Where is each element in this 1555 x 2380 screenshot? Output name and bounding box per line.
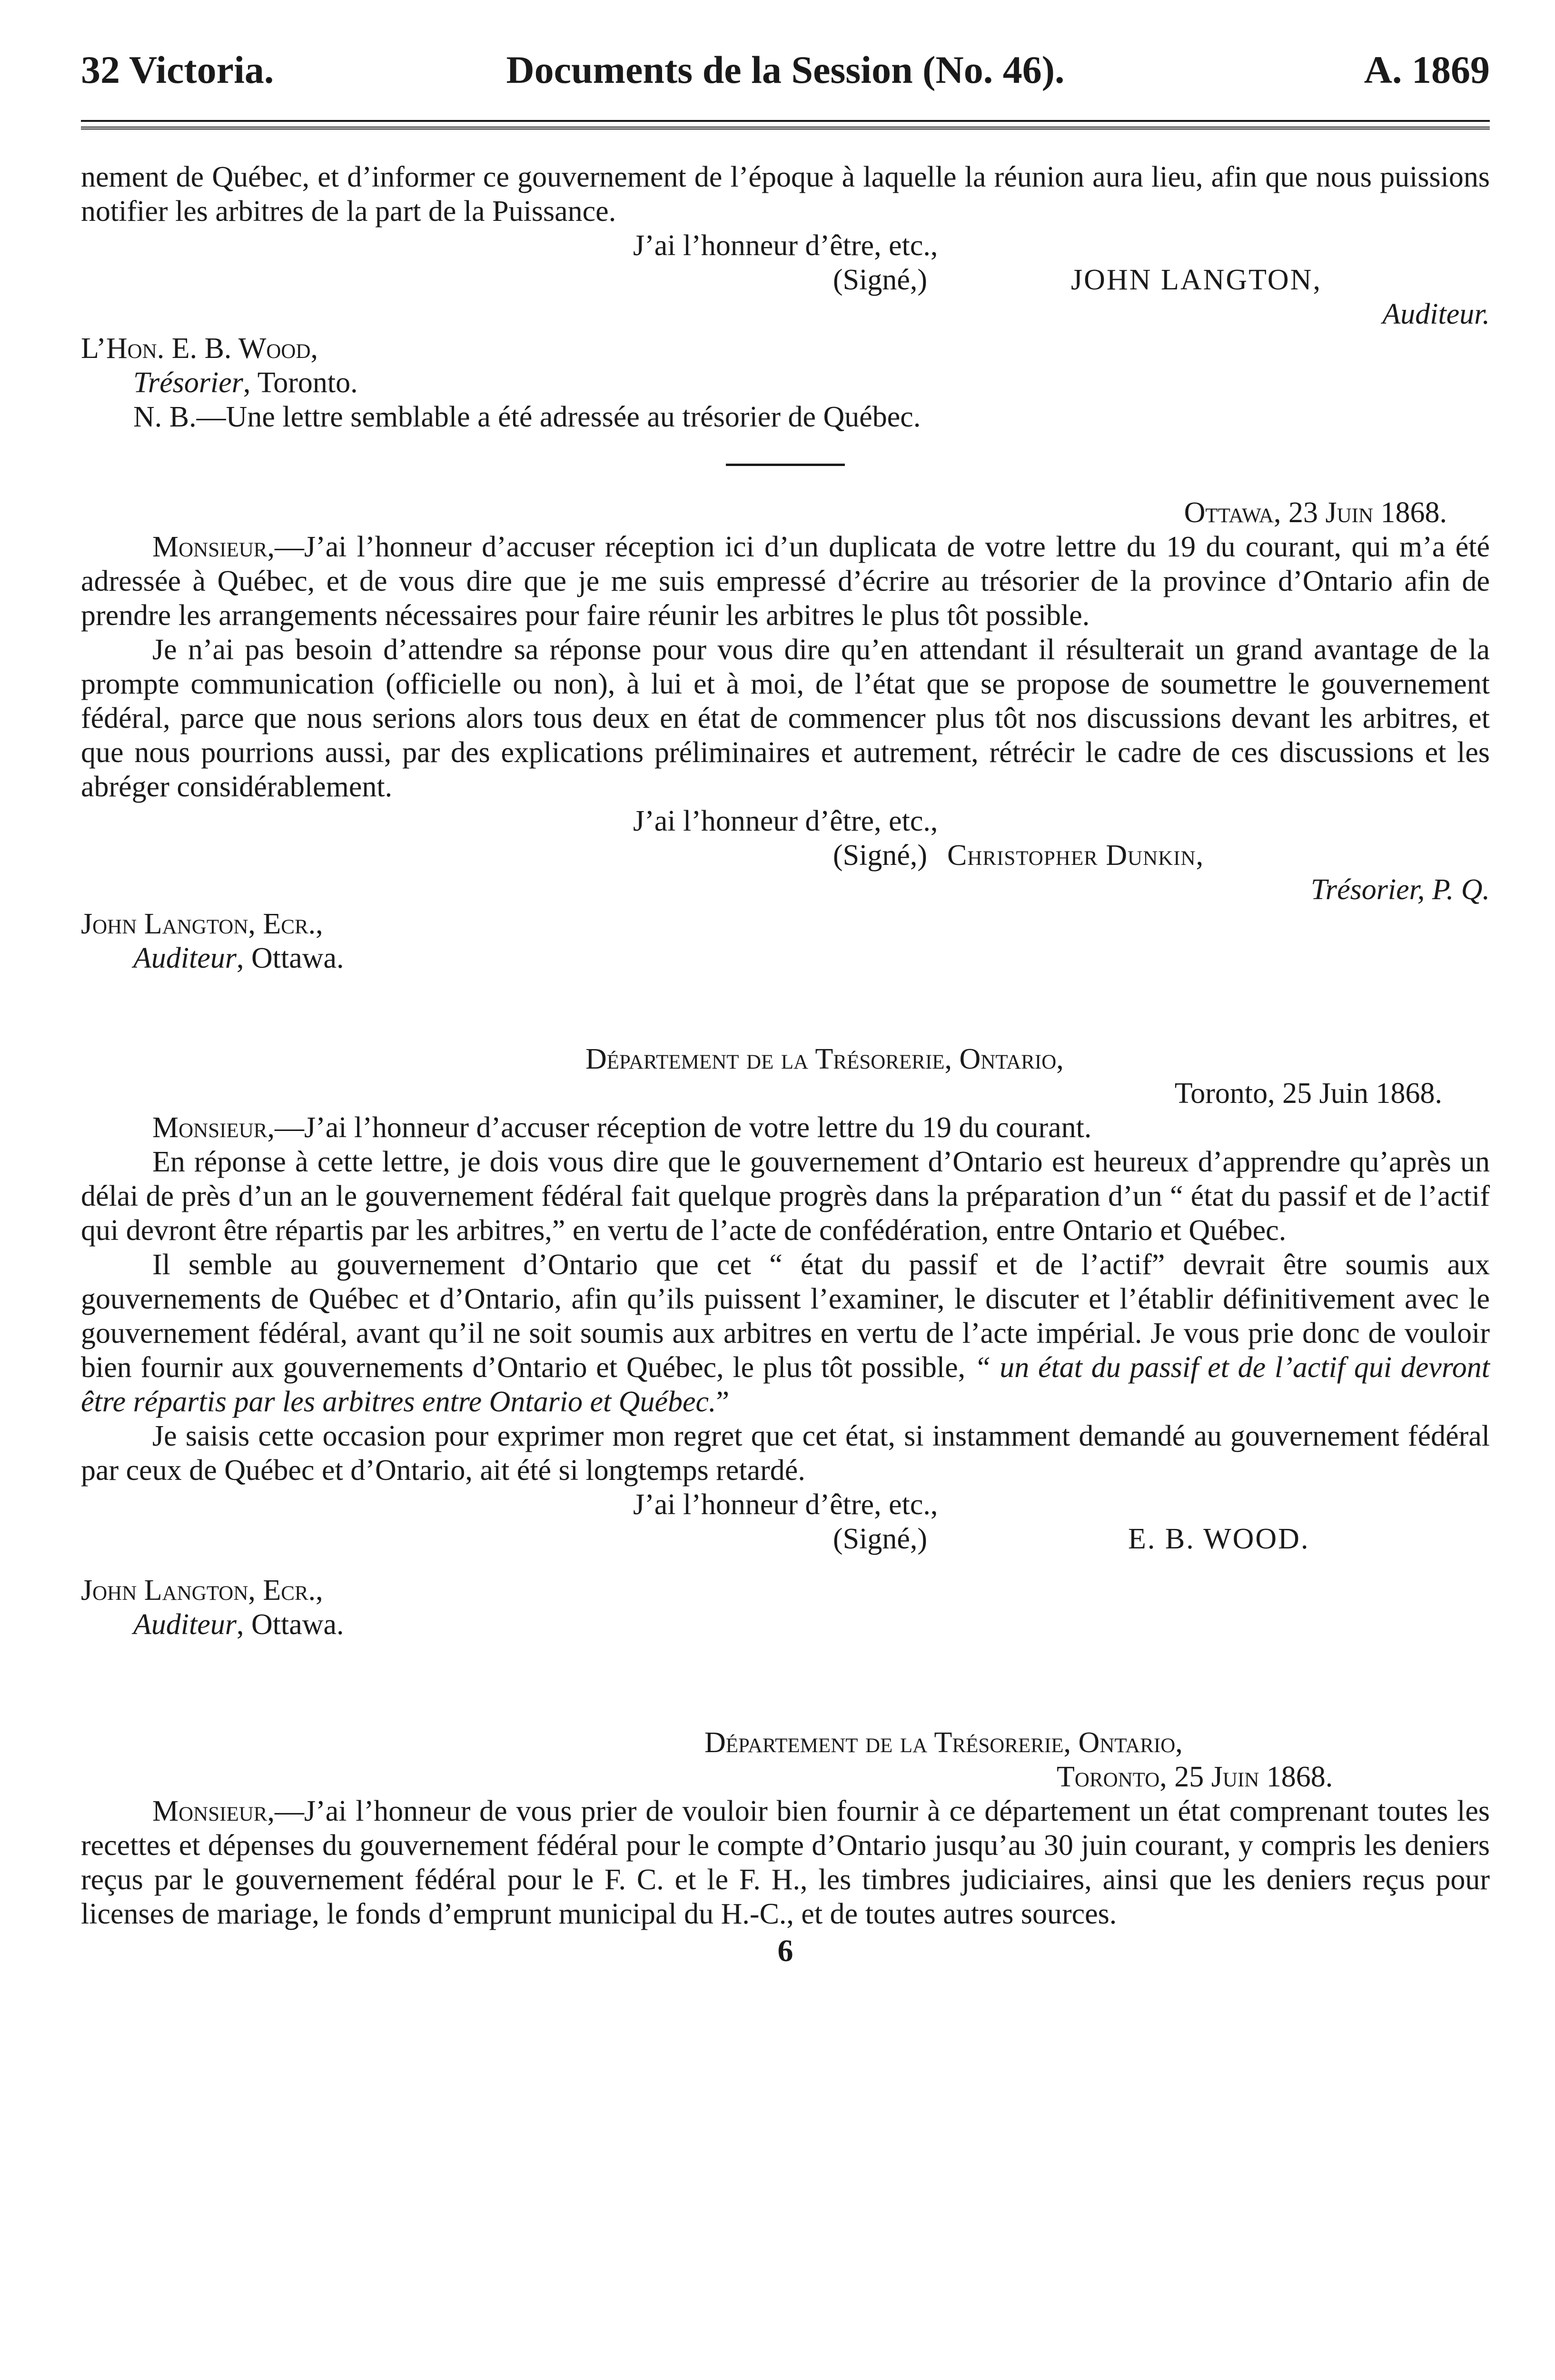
letter-langton-continued xyxy=(81,160,1490,434)
letter-paragraph xyxy=(81,1794,1490,1931)
addressee-title: Auditeur xyxy=(133,1608,237,1641)
closing-quote: ” xyxy=(716,1386,730,1418)
addressee-title-line xyxy=(81,941,1490,975)
letter-wood-reply xyxy=(81,1042,1490,1642)
dateline: Toronto, 25 Juin 1868. xyxy=(1057,1761,1333,1793)
paragraph-text: —J’ai l’honneur de vous prier de vouloir bien fournir à ce département un état comprenant toutes les recettes et dépenses du gouvernement fédéral pour le compte d’Ontario jusqu’au 30 juin courant, y compris les deniers reçus par le gouvernement fédéral pour le F. C. et le F. H., les timbres judiciaires, ainsi que les deniers reçus pour licenses de mariage, le fonds d’emprunt municipal du H.-C., et de toutes autres sources. xyxy=(81,1795,1490,1930)
addressee-place: , Ottawa. xyxy=(236,942,344,974)
document-page xyxy=(81,48,1490,2380)
letter-closing: J’ai l’honneur d’être, etc., xyxy=(633,1488,938,1521)
addressee-title: Trésorier xyxy=(133,367,243,399)
section-separator xyxy=(726,464,845,466)
signer-title: Trésorier, P. Q. xyxy=(1310,873,1490,906)
signature-line xyxy=(81,263,1490,297)
paragraph-text: Il semble au gouvernement d’Ontario que cet “ état du passif et de l’actif” devrait être soumis aux gouvernements de Québec et d’Ontario, afin qu’ils puissent l’examiner, le discuter et l’établir définitivement avec le gouvernement fédéral, avant qu’il ne soit soumis aux arbitres en vertu de l’acte impérial. Je vous prie donc de vouloir bien fournir aux gouvernements d’Ontario et Québec, le plus tôt possible, xyxy=(81,1249,1490,1384)
letter-dunkin xyxy=(81,496,1490,975)
letterhead: Département de la Trésorerie, Ontario, xyxy=(704,1726,1183,1759)
letter-paragraph xyxy=(81,530,1490,633)
letter-closing: J’ai l’honneur d’être, etc., xyxy=(633,229,938,262)
header-document-title: Documents de la Session (No. 46). xyxy=(506,48,1065,91)
salutation: Monsieur, xyxy=(152,1795,275,1827)
signed-mark: (Signé,) xyxy=(833,1523,928,1555)
addressee-title-line xyxy=(81,366,1490,400)
addressee-name: L’Hon. E. B. Wood, xyxy=(81,332,318,365)
letter-paragraph: Je saisis cette occasion pour exprimer mon regret que cet état, si instamment demandé au gouvernement fédéral par ceux de Québec et d’Ontario, ait été si longtemps retardé. xyxy=(81,1420,1490,1487)
letter-closing: J’ai l’honneur d’être, etc., xyxy=(633,805,938,837)
header-rule xyxy=(81,120,1490,122)
page-number: 6 xyxy=(777,1934,793,1968)
addressee-place: , Toronto. xyxy=(243,367,358,399)
quoted-request: “ un état du passif et de l’actif qui devront être répartis par les arbitres entre Ontario et Québec. xyxy=(81,1351,1490,1418)
paragraph-text: —J’ai l’honneur d’accuser réception de votre lettre du 19 du courant. xyxy=(274,1111,1092,1144)
header-double-rule xyxy=(81,127,1490,131)
signature-line xyxy=(81,1522,1490,1556)
page-body xyxy=(81,160,1490,1968)
salutation: Monsieur, xyxy=(152,531,275,563)
signer-title: Auditeur. xyxy=(1382,298,1490,330)
letterhead: Département de la Trésorerie, Ontario, xyxy=(585,1043,1064,1075)
letter-body: nement de Québec, et d’informer ce gouvernement de l’époque à laquelle la réunion aura lieu, afin que nous puissions notifier les arbitres de la part de la Puissance. xyxy=(81,161,1490,228)
signed-mark: (Signé,) xyxy=(833,264,928,296)
header-annum: A. 1869 xyxy=(1364,48,1490,91)
header-session-year: 32 Victoria. xyxy=(81,48,274,91)
salutation: Monsieur, xyxy=(152,1111,275,1144)
signed-mark: (Signé,) xyxy=(833,839,928,872)
signer-name: E. B. WOOD. xyxy=(1128,1523,1310,1555)
addressee-title: Auditeur xyxy=(133,942,237,974)
nota-bene: N. B.—Une lettre semblable a été adressée au trésorier de Québec. xyxy=(133,401,921,433)
addressee-place: , Ottawa. xyxy=(236,1608,344,1641)
signer-name: JOHN LANGTON, xyxy=(1071,264,1322,296)
signature-line xyxy=(81,838,1490,873)
letter-wood-request xyxy=(81,1726,1490,1931)
addressee-name: John Langton, Ecr., xyxy=(81,1574,323,1606)
letter-paragraph xyxy=(81,1111,1490,1145)
letter-paragraph xyxy=(81,1248,1490,1419)
dateline: Toronto, 25 Juin 1868. xyxy=(1174,1077,1442,1110)
running-head xyxy=(81,48,1490,109)
signer-name: Christopher Dunkin, xyxy=(947,839,1204,872)
addressee-title-line xyxy=(81,1607,1490,1642)
letter-paragraph: En réponse à cette lettre, je dois vous dire que le gouvernement d’Ontario est heureux d’apprendre qu’après un délai de près d’un an le gouvernement fédéral fait quelque progrès dans la préparation d’un “ état du passif et de l’actif qui devront être répartis par les arbitres,” en vertu de l’acte de confédération, entre Ontario et Québec. xyxy=(81,1146,1490,1247)
dateline: Ottawa, 23 Juin 1868. xyxy=(1184,496,1447,529)
addressee-name: John Langton, Ecr., xyxy=(81,908,323,940)
paragraph-text: —J’ai l’honneur d’accuser réception ici d’un duplicata de votre lettre du 19 du courant, qui m’a été adressée à Québec, et de vous dire que je me suis empressé d’écrire au trésorier de la province d’Ontario afin de prendre les arrangements nécessaires pour faire réunir les arbitres le plus tôt possible. xyxy=(81,531,1490,632)
letter-paragraph: Je n’ai pas besoin d’attendre sa réponse pour vous dire qu’en attendant il résulterait un grand avantage de la prompte communication (officielle ou non), à lui et à moi, de l’état que se propose de soumettre le gouvernement fédéral, parce que nous serions alors tous deux en état de commencer plus tôt nos discussions devant les arbitres, et que nous pourrions aussi, par des explications préliminaires et autrement, rétrécir le cadre de ces discussions et les abréger considérablement. xyxy=(81,634,1490,803)
